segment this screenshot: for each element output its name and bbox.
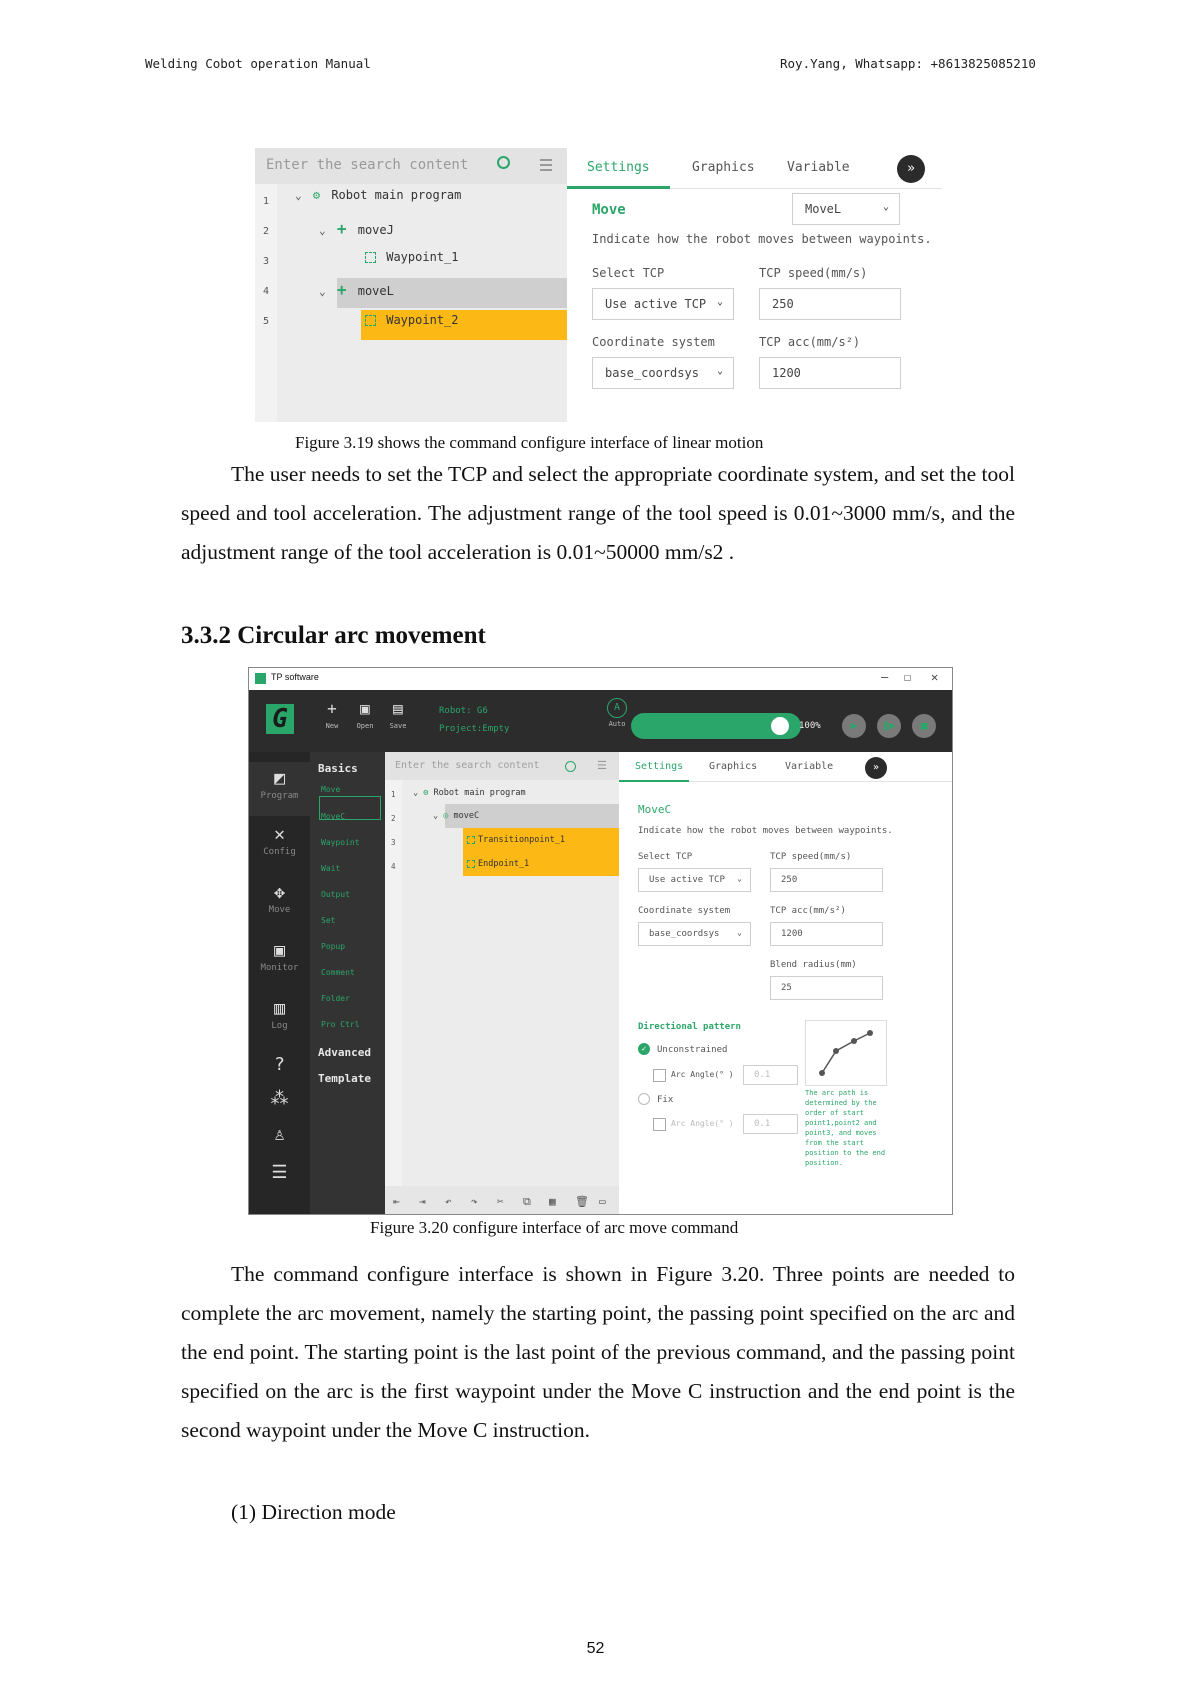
comment-icon[interactable]: ▭ (599, 1195, 606, 1208)
page-number: 52 (586, 1640, 605, 1657)
search-placeholder: Enter the search content (395, 760, 540, 771)
auto-icon: A (607, 698, 627, 718)
apps-icon[interactable]: ⁂ (270, 1088, 289, 1109)
figure-linear-motion-screenshot (255, 148, 942, 422)
save-icon: ▤ (393, 699, 403, 718)
waypoint-icon (365, 315, 376, 326)
command-set[interactable]: Set (321, 916, 336, 925)
arc-angle-input[interactable]: 0.1 (743, 1065, 798, 1085)
sidebar-item-config[interactable]: ✕ Config (249, 824, 310, 857)
tcp-acc-label: TCP acc(mm/s²) (759, 335, 861, 349)
tree-row-movel[interactable]: ⌄ + moveL (319, 280, 394, 299)
arc-angle-input-fix[interactable]: 0.1 (743, 1114, 798, 1134)
tcp-speed-input[interactable]: 250 (759, 288, 901, 320)
program-tree-panel (255, 148, 567, 422)
line-number: 5 (263, 316, 270, 327)
list-icon[interactable]: ☰ (597, 759, 607, 772)
command-wait[interactable]: Wait (321, 864, 341, 873)
redo-icon[interactable]: ↷ (471, 1195, 478, 1208)
paste-icon[interactable]: ▦ (549, 1195, 556, 1208)
tree-row-waypoint-2[interactable]: Waypoint_2 (365, 313, 458, 343)
command-waypoint[interactable]: Waypoint (321, 838, 360, 847)
chevron-down-icon: ⌄ (737, 927, 742, 937)
program-icon: ⚙ (312, 188, 321, 202)
unconstrained-label: Unconstrained (657, 1045, 728, 1055)
directional-pattern-title: Directional pattern (638, 1022, 741, 1032)
tab-settings[interactable]: Settings (635, 761, 684, 772)
new-button[interactable]: + New (319, 700, 345, 730)
coordinate-system-dropdown[interactable]: base_coordsys ⌄ (592, 357, 734, 389)
maximize-icon[interactable]: ☐ (904, 670, 912, 684)
direction-mode-heading: (1) Direction mode (231, 1500, 396, 1524)
delete-icon[interactable]: 🗑 (575, 1195, 589, 1208)
blend-radius-label: Blend radius(mm) (770, 960, 857, 970)
fix-radio[interactable] (638, 1093, 650, 1105)
plus-icon: + (327, 699, 337, 718)
speed-percent: 100% (799, 721, 821, 731)
window-titlebar (249, 668, 953, 691)
program-icon: ◩ (274, 768, 285, 789)
tree-row-waypoint-1[interactable]: Waypoint_1 (365, 250, 458, 280)
app-icon (255, 673, 266, 684)
figure-arc-move-screenshot (248, 667, 953, 1215)
tab-variable[interactable]: Variable (787, 160, 850, 175)
body-paragraph-2: The command configure interface is shown in Figure 3.20. Three points are needed to complete the arc movement, namely the starting point, the passing point specified on the arc and the end point. The starting point is the last point of the previous command, and the passing point specified on the arc is the first waypoint under the Move C instruction and the end point is the second waypoint under the Move C instruction. (181, 1262, 1015, 1442)
figure-caption-3-19: Figure 3.19 shows the command configure interface of linear motion (295, 433, 764, 452)
line-number: 4 (391, 862, 396, 871)
arc-path-icon (806, 1021, 886, 1085)
search-bar[interactable] (385, 752, 619, 780)
command-comment[interactable]: Comment (321, 968, 355, 977)
body-paragraph-1: The user needs to set the TCP and select the appropriate coordinate system, and set the tool speed and tool acceleration. The adjustment range of the tool speed is 0.01~3000 mm/s, and the adjustment range of the tool acceleration is 0.01~50000 mm/s2 . (181, 462, 1015, 564)
command-palette (310, 752, 385, 1215)
line-number: 3 (391, 838, 396, 847)
tcp-acc-input[interactable]: 1200 (759, 357, 901, 389)
line-number: 1 (263, 196, 270, 207)
unconstrained-radio[interactable]: ✓ (638, 1043, 650, 1055)
search-bar[interactable] (255, 148, 567, 184)
cut-icon[interactable]: ✂ (497, 1195, 504, 1208)
chevron-down-icon: ⌄ (716, 296, 723, 308)
tab-variable[interactable]: Variable (785, 761, 834, 772)
outdent-icon[interactable]: ⇥ (419, 1195, 426, 1208)
minimize-icon[interactable]: — (881, 670, 889, 684)
command-output[interactable]: Output (321, 890, 350, 899)
basics-heading: Basics (318, 762, 358, 775)
open-icon: ▣ (360, 699, 370, 718)
tree-row-movej[interactable]: ⌄ + moveJ (319, 219, 394, 238)
line-number: 4 (263, 286, 270, 297)
chevron-down-icon: ⌄ (737, 873, 742, 883)
tree-row-main-program[interactable]: ⌄ ⚙ Robot main program (295, 188, 462, 202)
fix-label: Fix (657, 1095, 674, 1105)
indent-icon[interactable]: ⇤ (393, 1195, 400, 1208)
tcp-acc-label: TCP acc(mm/s²) (770, 906, 846, 916)
tcp-speed-input[interactable]: 250 (770, 868, 883, 892)
line-number: 2 (263, 226, 270, 237)
figure-caption-3-20: Figure 3.20 configure interface of arc move command (370, 1218, 739, 1237)
settings-panel (567, 148, 942, 422)
command-pro-ctrl[interactable]: Pro Ctrl (321, 1020, 360, 1029)
blend-radius-input[interactable]: 25 (770, 976, 883, 1000)
close-icon[interactable]: ✕ (931, 670, 939, 684)
header-left: Welding Cobot operation Manual (145, 56, 371, 71)
advanced-heading[interactable]: Advanced (318, 1046, 371, 1059)
section-heading: 3.3.2 Circular arc movement (181, 622, 486, 649)
arc-angle-label: Arc Angle(° ) (671, 1070, 734, 1079)
step-icon[interactable]: ❚▶ (877, 714, 901, 738)
command-popup[interactable]: Popup (321, 942, 346, 951)
tree-row-endpoint[interactable]: Endpoint_1 (467, 859, 529, 869)
move-icon: + (336, 280, 347, 299)
waypoint-icon (467, 836, 475, 844)
line-number: 1 (391, 790, 396, 799)
command-movec[interactable]: MoveC (321, 812, 346, 821)
chevron-down-icon: ⌄ (882, 201, 889, 213)
sidebar-item-move[interactable]: ✥ Move (249, 882, 310, 915)
tcp-speed-label: TCP speed(mm/s) (770, 852, 852, 862)
copy-icon[interactable]: ⧉ (523, 1195, 531, 1208)
expand-button[interactable]: » (865, 757, 887, 779)
tree-row-main-program[interactable]: ⌄ ⚙ Robot main program (413, 788, 526, 798)
movec-description: Indicate how the robot moves between waypoints. (638, 826, 893, 836)
sidebar-item-monitor[interactable]: ▣ Monitor (249, 940, 310, 973)
auto-mode-button[interactable]: A Auto (604, 698, 630, 728)
open-button[interactable]: ▣ Open (352, 700, 378, 730)
line-number: 2 (391, 814, 396, 823)
search-placeholder: Enter the search content (266, 157, 469, 173)
toolbar (249, 690, 953, 752)
brand-logo: G (266, 704, 294, 734)
move-icon: + (336, 219, 347, 238)
arc-angle-checkbox-fix[interactable] (653, 1118, 666, 1131)
header-right: Roy.Yang, Whatsapp: +8613825085210 (780, 56, 1036, 71)
tree-row-movec[interactable]: ⌄ ◎ moveC (433, 811, 480, 821)
move-icon: ✥ (274, 882, 285, 903)
play-icon[interactable]: ▶ (842, 714, 866, 738)
program-icon: ⚙ (423, 788, 429, 798)
config-icon: ✕ (274, 824, 285, 845)
select-tcp-label: Select TCP (638, 852, 693, 862)
window-title: TP software (271, 672, 319, 682)
sidebar-item-program[interactable]: ◩ Program (249, 762, 310, 816)
movec-icon: ◎ (443, 811, 449, 821)
stop-icon[interactable]: ■ (912, 714, 936, 738)
monitor-icon: ▣ (274, 940, 285, 961)
coordinate-system-label: Coordinate system (592, 335, 715, 349)
arc-path-diagram (805, 1020, 887, 1086)
arc-angle-label-fix: Arc Angle(° ) (671, 1119, 734, 1128)
move-type-select[interactable]: MoveL ⌄ (792, 193, 900, 225)
command-folder[interactable]: Folder (321, 994, 350, 1003)
log-icon: ▥ (274, 998, 285, 1019)
tcp-speed-label: TCP speed(mm/s) (759, 266, 868, 280)
select-tcp-dropdown[interactable]: Use active TCP ⌄ (638, 868, 751, 892)
arc-angle-checkbox[interactable] (653, 1069, 666, 1082)
undo-icon[interactable]: ↶ (445, 1195, 452, 1208)
coordinate-system-dropdown[interactable]: base_coordsys ⌄ (638, 922, 751, 946)
tab-graphics[interactable]: Graphics (692, 160, 755, 175)
line-number: 3 (263, 256, 270, 267)
waypoint-icon (365, 252, 376, 263)
help-icon[interactable]: ? (274, 1054, 285, 1075)
expand-button[interactable]: » (897, 155, 925, 183)
tree-row-transitionpoint[interactable]: Transitionpoint_1 (467, 835, 565, 845)
tcp-acc-input[interactable]: 1200 (770, 922, 883, 946)
command-move[interactable]: Move (321, 785, 341, 794)
select-tcp-dropdown[interactable]: Use active TCP ⌄ (592, 288, 734, 320)
sidebar-item-log[interactable]: ▥ Log (249, 998, 310, 1031)
list-icon[interactable] (540, 159, 552, 172)
arc-help-text: The arc path is determined by the order of start point1,point2 and point3, and moves from the start position to the end position. (805, 1089, 886, 1167)
save-button[interactable]: ▤ Save (385, 700, 411, 730)
coordinate-system-label: Coordinate system (638, 906, 731, 916)
active-tab-underline (567, 186, 670, 189)
tab-settings[interactable]: Settings (587, 160, 650, 175)
settings-panel (619, 752, 953, 1215)
robot-project-info: Robot: G6 Project:Empty (439, 706, 510, 734)
active-tab-underline (619, 780, 689, 782)
chevron-down-icon: ⌄ (716, 365, 723, 377)
template-heading[interactable]: Template (318, 1072, 371, 1085)
search-icon[interactable] (497, 156, 510, 169)
waypoint-icon (467, 860, 475, 868)
speed-slider-knob[interactable] (768, 714, 792, 738)
select-tcp-label: Select TCP (592, 266, 665, 280)
program-tree-panel (385, 752, 619, 1215)
move-description: Indicate how the robot moves between waypoints. (592, 232, 932, 246)
line-number-column (255, 184, 277, 422)
search-icon[interactable] (565, 761, 576, 772)
left-sidebar (249, 752, 310, 1215)
movec-title: MoveC (638, 803, 672, 816)
user-icon[interactable]: ♙ (274, 1124, 285, 1145)
tree-action-bar (385, 1186, 619, 1215)
move-title: Move (592, 202, 626, 218)
tab-graphics[interactable]: Graphics (709, 761, 758, 772)
menu-icon[interactable]: ☰ (271, 1162, 288, 1183)
